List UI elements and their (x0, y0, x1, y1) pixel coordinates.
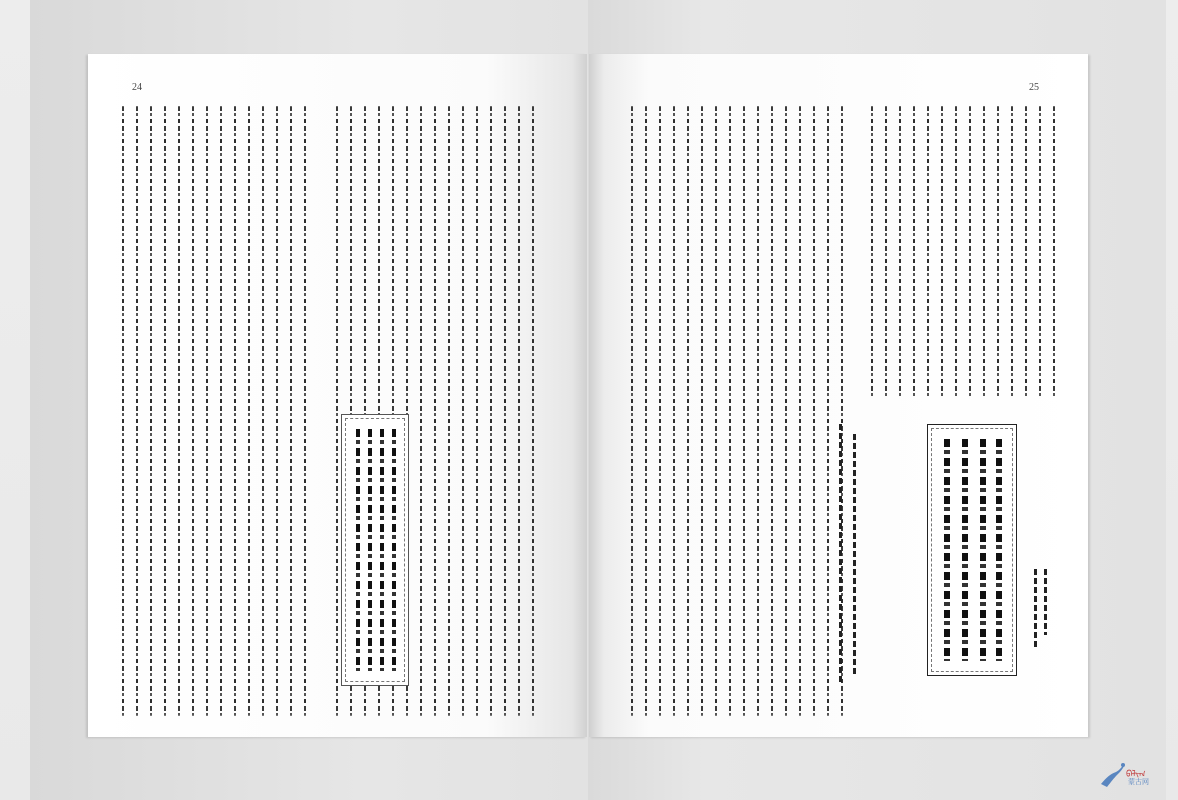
text-column (490, 106, 492, 716)
watermark-subtitle: 蒙古网 (1128, 778, 1149, 786)
leaping-animal-logo-icon (1098, 756, 1128, 790)
text-column (262, 106, 264, 716)
text-column (1025, 106, 1027, 399)
text-column (715, 106, 717, 716)
section-heading (853, 434, 856, 674)
section-heading (1044, 569, 1047, 635)
text-column (813, 106, 815, 716)
title-text-column (944, 439, 950, 661)
text-column (631, 106, 633, 716)
left-text-block-left (118, 106, 318, 716)
text-column (785, 106, 787, 716)
text-column (983, 106, 985, 399)
text-column (687, 106, 689, 716)
title-text-column (380, 429, 384, 671)
text-column (885, 106, 887, 399)
title-text-column (962, 439, 968, 661)
text-column (997, 106, 999, 399)
text-column (150, 106, 152, 716)
text-column (206, 106, 208, 716)
right-text-block-left (627, 106, 857, 716)
text-column (899, 106, 901, 399)
watermark-brand: ᠪᠠᠯᠢᠭ (1126, 770, 1146, 780)
left-page (88, 54, 587, 737)
text-column (743, 106, 745, 716)
right-title-frame (927, 424, 1017, 676)
text-column (729, 106, 731, 716)
page-number-left: 24 (132, 82, 142, 93)
text-column (136, 106, 138, 716)
text-column (969, 106, 971, 399)
text-column (701, 106, 703, 716)
text-column (673, 106, 675, 716)
text-column (913, 106, 915, 399)
section-heading (839, 424, 842, 684)
section-heading (1034, 569, 1037, 649)
text-column (336, 106, 338, 716)
text-column (941, 106, 943, 399)
text-column (276, 106, 278, 716)
text-column (164, 106, 166, 716)
text-column (1011, 106, 1013, 399)
text-column (927, 106, 929, 399)
text-column (871, 106, 873, 399)
text-column (462, 106, 464, 716)
text-column (659, 106, 661, 716)
text-column (757, 106, 759, 716)
text-column (645, 106, 647, 716)
text-column (799, 106, 801, 716)
text-column (178, 106, 180, 716)
text-column (434, 106, 436, 716)
title-text-column (356, 429, 360, 671)
title-text-column (368, 429, 372, 671)
text-column (234, 106, 236, 716)
text-column (304, 106, 306, 716)
text-column (220, 106, 222, 716)
text-column (771, 106, 773, 716)
text-column (518, 106, 520, 716)
text-column (532, 106, 534, 716)
text-column (290, 106, 292, 716)
text-column (248, 106, 250, 716)
text-column (1039, 106, 1041, 399)
text-column (448, 106, 450, 716)
right-page (589, 54, 1088, 737)
text-column (827, 106, 829, 716)
title-text-column (996, 439, 1002, 661)
title-text-column (392, 429, 396, 671)
left-title-frame (341, 414, 409, 686)
text-column (420, 106, 422, 716)
site-watermark (1098, 754, 1170, 794)
text-column (192, 106, 194, 716)
text-column (1053, 106, 1055, 399)
text-column (476, 106, 478, 716)
text-column (955, 106, 957, 399)
text-column (122, 106, 124, 716)
text-column (504, 106, 506, 716)
page-number-right: 25 (1029, 82, 1039, 93)
title-text-column (980, 439, 986, 661)
